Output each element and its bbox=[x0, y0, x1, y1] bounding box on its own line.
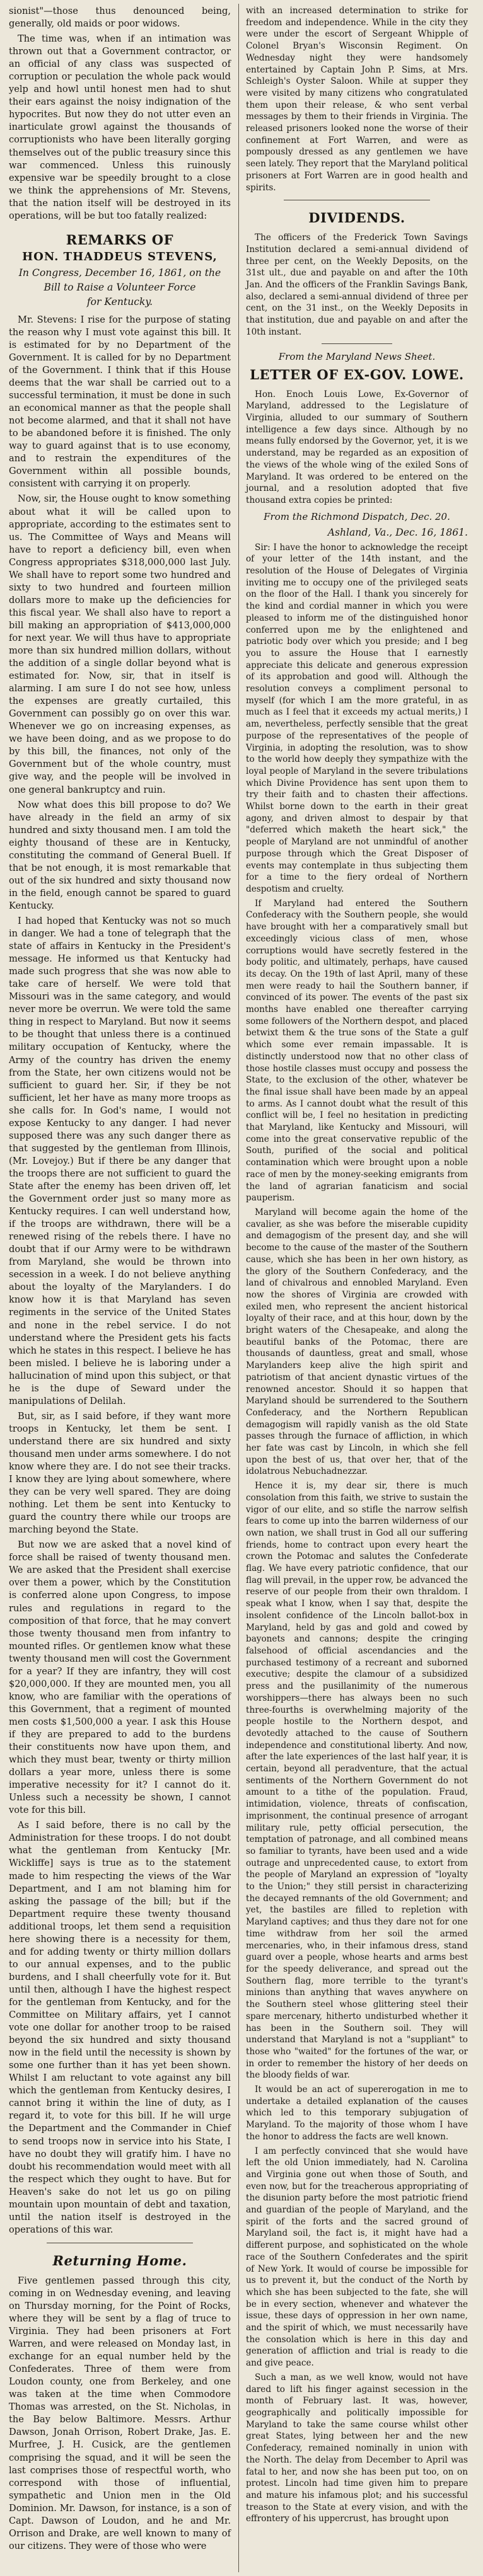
letter-source-line: From the Maryland News Sheet. bbox=[278, 350, 436, 362]
letter-title: LETTER OF EX-GOV. LOWE. bbox=[250, 366, 464, 382]
paragraph: I am perfectly convinced that she would have left the old Union immediately, had N. Carolina and Virginia gone out when those of South, and even now, but for the treacherous appropriating of the disunion party before the most patriotic friend and guardian of the people of Maryland, and the spirit of the forts and the sacred ground of Maryland soil, the fact is, it might have had a different purpose, and sophisticated on the whole race of the Southern Confederates and the spirit of New York. It would of course be impossible for us to prevent it, but the conduct of the North by which she has been subjected to the fate, she will be in every section, whenever and whatever the issue, these days of oppression in her own name, and the spirit of which, we must necessarily have the consolation which is here in this day and generation of affliction and trial is ready to die and give peace. bbox=[246, 2146, 468, 2369]
paragraph: But now we are asked that a novel kind of force shall be raised of twenty thousand men. We are asked that the President shall exercise over them a power, which by the Constitution is conferred alone upon Congress, to impose rules and regulations in regard to the composition of that force, that he may convert those twenty thousand men from infantry to mounted rifles. Or gentlemen know what these twenty thousand men will cost the Government for a year? If they are infantry, they will cost $20,000,000. If they are mounted men, you all know, who are familiar with the operations of this Government, that a regiment of mounted men costs $1,500,000 a year. I ask this House if they are prepared to add to the burdens their constituents now have upon them, and which they must bear, twenty or thirty million dollars a year more, unless there is some imperative necessity for it? I cannot do it. Unless such a necessity be shown, I cannot vote for this bill. bbox=[9, 1539, 231, 1816]
paragraph: The time was, when if an intimation was thrown out that a Government contractor, or an official of any class was suspected of corruption or peculation the whole pack would yelp and howl until honest men had to shut their ears against the noisy indignation of the hypocrites. But now they do not utter even an inarticulate growl against the thousands of corruptionists who have been literally gorging themselves out of the public treasury since this war commenced. Unless this ruinously expensive war be speedily brought to a close we think the apprehensions of Mr. Stevens, that the nation itself will be destroyed in its operations, will be but too fatally realized: bbox=[9, 33, 231, 221]
left-column bbox=[9, 5, 231, 2555]
remarks-subtitle-line: for Kentucky. bbox=[86, 296, 153, 308]
paragraph: sionist"—those thus denounced being, generally, old maids or poor widows. bbox=[9, 6, 231, 30]
paragraph: Five gentlemen passed through this city, coming in on Wednesday evening, and leaving on Thursday morning, for the Point of Rocks, where they will be sent by a flag of truce to Virginia. They had been prisoners at Fort Warren, and were released on Monday last, in exchange for an equal number held by the Confederates. Three of them were from Loudon county, one from Berkeley, and one was taken at the time when Commodore Thomas was arrested, on the St. Nicholas, in the Bay below Baltimore. Messrs. Arthur Dawson, Jonah Orrison, Robert Drake, Jas. E. Murfree, J. H. Cusick, are the gentlemen comprising the squad, and it will be seen the last comprises those of respectful worth, who correspond with those of influential, sympathetic and Union men in the Old Dominion. Mr. Dawson, for instance, is a son of Capt. Dawson of Loudon, and he and Mr. Orrison and Drake, are well known to many of our citizens. They were of those who were bbox=[9, 2275, 231, 2551]
paragraph: The officers of the Frederick Town Savings Institution declared a semi-annual dividend of three per cent, on the Weekly Deposits, on the 31st ult., due and payable on and after the 10th Jan. And the officers of the Franklin Savings Bank, also, declared a semi-annual dividend of three per cent, on the 31 inst., on the Weekly Deposits in that institution, due and payable on and after the 10th instant. bbox=[246, 233, 468, 337]
continued-section bbox=[246, 5, 468, 193]
paragraph: with an increased determination to strike for freedom and independence. While in the city they were under the escort of Sergeant Whipple of Colonel Bryan's Wisconsin Regiment. On Wednesday night they were handsomely entertained by Captain John P. Sims, at Mrs. Schleigh's Oyster Saloon. While at supper they were visited by many citizens who congratulated them upon their release, & who sent verbal messages by them to their friends in Virginia. The released prisoners looked none the worse of their confinement at Fort Warren, and were as pompously dressed as any gentlemen we have seen lately. They report that the Maryland political prisoners at Fort Warren are in good health and spirits. bbox=[246, 6, 468, 193]
paragraph: Maryland will become again the home of the cavalier, as she was before the miserable cupidity and demagogism of the present day, and she will become to the cause of the master of the Southern cause, which she has been in her own history, as the glory of the Southern Confederacy, and the land of chivalrous and ennobled Maryland. Even now the shores of Virginia are crowded with exiled men, who represent the ancient historical loyalty of their race, and at this hour, down by the bright waters of the Chesapeake, and along the beautiful banks of the Potomac, there are thousands of dauntless, great and small, whose Marylanders keep alive the high spirit and patriotism of that ancient dynastic virtues of the renowned ancestor. Should it so happen that Maryland should be surrendered to the Southern Confederacy, and the Northern Republican demagogism will rapidly vanish as the old State passes through the furnace of affliction, in which her fate was cast by Lincoln, in which she fell upon the best of us, that over her, that of the idolatrous Nebuchadnezzar. bbox=[246, 1207, 468, 1477]
remarks-speaker-name: HON. THADDEUS STEVENS, bbox=[22, 250, 218, 263]
remarks-subtitle-line: Bill to Raise a Volunteer Force bbox=[44, 281, 196, 293]
paragraph: Hence it is, my dear sir, there is much consolation from this faith, we strive to sustain the vigor of our elite, and so stifle the narrow selfish fears to come up into the barren wilderness of our own nation, we shall trust in God all our suffering friends, home to contract upon every heart the crown the Potomac and salutes the Confederate flag. We have every patriotic confidence, that our flag will prevail, in the upper row, be advanced the reserve of our people from their own thraldom. I speak what I know, when I say that, despite the insolent confidence of the Lincoln ballot-box in Maryland, held by gas and gold and cowed by bayonets and cannons; despite the cringing falsehood of official ascendancies and the purchased testimony of a recreant and suborned executive; despite the clamour of a subsidized press and the pusillanimity of the numerous worshippers—there has always been no such three-fourths is overwhelming majority of the people hostile to the Northern despot, and devotedly attached to the cause of Southern independence and constitutional liberty. And now, after the late experiences of the last half year, it is certain, beyond all peradventure, that the actual sentiments of the Northern Government do not amount to a tithe of the population. Fraud, intimidation, violence, threats of confiscation, imprisonment, the continual presence of arrogant military rule, petty official persecution, the temptation of patronage, and all combined means so familiar to tyrants, have been used and a wide outrage and unprecedented cause, to extort from the people of Maryland an expression of "loyalty to the Union;" they still persist in characterizing the decayed remnants of the old Government; and yet, the bastiles are filled to repletion with Maryland captives; and thus they dare not for one time withdraw from her soil the armed mercenaries, who, in their infamous dress, stand guard over a people, whose hearts and arms best for the speedy deliverance, and spread out the Southern flag, more terrible to the tyrant's minions than anything that waves anywhere on the Southern steel whose glittering steel their spare mercenary, hitherto undisturbed whether it has been in the Southern soil. They will understand that Maryland is not a "suppliant" to those who "waited" for the fortunes of the war, or in order to remember the history of her deeds on the bloody fields of war. bbox=[246, 1481, 468, 2081]
paragraph: But, sir, as I said before, if they want more troops in Kentucky, let them be sent. I understand there are six hundred and sixty thousand men under arms somewhere. I do not know where they are. I do not see their tracks. I know they are lying about somewhere, where they can be very well spared. They are doing nothing. Let them be sent into Kentucky to guard the country there while our troops are marching beyond the State. bbox=[9, 1410, 231, 1536]
paragraph: Now, sir, the House ought to know something about what it will be called upon to appropriate, according to the estimates sent to us. The Committee of Ways and Means will have to report a deficiency bill, even when Congress appropriates $318,000,000 last July. We shall have to report some two hundred and sixty to two hundred and fourteen million dollars more to make up the deficiencies for this fiscal year. We shall also have to report a bill making an appropriation of $413,000,000 for next year. We will thus have to appropriate more than six hundred million dollars, without the addition of a single dollar beyond what is estimated for. Now, sir, that in itself is alarming. I am sure I do not see how, unless the expenses are greatly curtailed, this Government can possibly go on over this war. Whenever we go on increasing expenses, as we have been doing, and as we propose to do by this bill, the finances, not only of the Government but of the whole country, must give way, and the people will be involved in one general bankruptcy and ruin. bbox=[9, 493, 231, 795]
remarks-headline bbox=[9, 231, 231, 309]
remarks-title: REMARKS OF bbox=[66, 231, 174, 248]
remarks-subtitle-line: In Congress, December 16, 1861, on the bbox=[18, 267, 221, 279]
returning-home-title: Returning Home. bbox=[52, 2252, 187, 2268]
letter-dateline: Ashland, Va., Dec. 16, 1861. bbox=[327, 526, 468, 538]
paragraph: Mr. Stevens: I rise for the purpose of stating the reason why I must vote against this bill. It is estimated for by no Department of the Government. It is called for by no Department of the Government. I think that if this House deems that the war shall be carried out to a successful termination, it must be done in such an economical manner as that the people shall not become alarmed, and that it shall not have to be abandoned before it is finished. The only way to guard against that is to use economy, and to restrain the expenditures of the Government within all possible bounds, consistent with carrying it on properly. bbox=[9, 314, 231, 490]
right-column bbox=[246, 5, 468, 2527]
paragraph: As I said before, there is no call by the Administration for these troops. I do not doubt what the gentleman from Kentucky [Mr. Wickliffe] says is true as to the statement made to him respecting the views of the War Department, and I am not blaming him for asking the passage of the bill; but if the Department require these twenty thousand additional troops, let them send a requisition here showing there is a necessity for them, and for adding twenty or thirty million dollars to our annual expenses, and to the public burdens, and I shall cheerfully vote for it. But until then, although I have the highest respect for the gentleman from Kentucky, and for the Committee on Military affairs, yet I cannot vote one dollar for another troop to be raised beyond the six hundred and sixty thousand now in the field until the necessity is shown by some one further than it has yet been shown. Whilst I am reluctant to vote against any bill which the gentleman from Kentucky desires, I cannot bring it within the line of duty, as I regard it, to vote for this bill. If he will urge the Department and the Commander in Chief to send troops now in service into his State, I have no doubt they will gratify him. I have no doubt his recommendation would meet with all the respect which they ought to have. But for Heaven's sake do not let us go on piling mountain upon mountain of debt and taxation, until the nation itself is destroyed in the operations of this war. bbox=[9, 1820, 231, 2235]
letter-intro-section bbox=[246, 389, 468, 507]
letter-dispatch-source: From the Richmond Dispatch, Dec. 20. bbox=[264, 510, 450, 522]
paragraph: Hon. Enoch Louis Lowe, Ex-Governor of Maryland, addressed to the Legislature of Virginia, alluded to our summary of Southern intelligence a few days since. Although by no means fully endorsed by the Governor, yet, it is we understand, may be regarded as an exposition of the views of the whole wing of the exiled Sons of Maryland. It was ordered to be entered on the journal, and a resolution adopted that five thousand extra copies be printed: bbox=[246, 389, 468, 505]
paragraph: Sir: I have the honor to acknowledge the receipt of your letter of the 14th instant, and the resolution of the House of Delegates of Virginia inviting me to occupy one of the privileged seats on the floor of the Hall. I thank you sincerely for the kind and cordial manner in which you were pleased to inform me of the distinguished honor conferred upon me by the enlightened and patriotic body over which you preside; and I beg you to assure the House that I earnestly appreciate this delicate and generous expression of its approbation and good will. Although the resolution conveys a compliment personal to myself (for which I am the more grateful, in as much as I feel that it exceeds my actual merits,) I am, nevertheless, perfectly sensible that the great purpose of the representatives of the people of Virginia, in adopting the resolution, was to show to the world how deeply they sympathize with the loyal people of Maryland in the severe tribulations which Divine Providence has sent upon them to try their faith and to chasten their affections. Whilst borne down to the earth in their great agony, and driven almost to despair by that "deferred which maketh the heart sick," the people of Maryland are not unmindful of another purpose through which the Great Disposer of events may contemplate in thus subjecting them for a time to the fiery ordeal of Northern despotism and cruelty. bbox=[246, 542, 468, 894]
letter-body-section bbox=[246, 542, 468, 2525]
paragraph: Now what does this bill propose to do? We have already in the field an army of six hundred and sixty thousand men. I am told the eighty thousand of these are in Kentucky, constituting the command of General Buell. If that be not enough, it is most remarkable that out of the six hundred and sixty thousand now in the field, enough cannot be spared to guard Kentucky. bbox=[9, 799, 231, 911]
dividends-headline bbox=[246, 209, 468, 227]
paragraph: It would be an act of supererogation in me to undertake a detailed explanation of the causes which led to this temporary subjugation of Maryland. To the majority of those whom I have the honor to address the facts are well known. bbox=[246, 2084, 468, 2142]
paragraph: Such a man, as we well know, would not have dared to lift his finger against secession in the month of February last. It was, however, geographically and politically impossible for Maryland to take the same course whilst other great States, lying between her and the new Confederacy, remained nominally in union with the North. The delay from December to April was fatal to her, and now she has been put too, on on protest. Lincoln had time given him to prepare and mature his infamous plot; and his successful treason to the State at every vision, and with the effrontery of his uppercrust, has brought upon bbox=[246, 2372, 468, 2524]
column-rule bbox=[238, 4, 239, 2572]
section-divider bbox=[322, 343, 392, 344]
letter-headline bbox=[246, 366, 468, 384]
paragraph: If Maryland had entered the Southern Confederacy with the Southern people, she would have brought with her a comparatively small but exceedingly vicious class of men, whose corruptions would have secretly festered in the body politic, and ultimately, perhaps, have caused its decay. On the 19th of last April, many of these men were ready to hail the Southern banner, if convinced of its power. The events of the past six months have enabled one thereafter carrying some followers of the Northern despot, and placed betwixt them & the true sons of the State a gulf which some ever remain impassable. It is distinctly understood now that no other class of those hostile classes must occupy and possess the State, to the exclusion of the other, whatever be the final issue shall have been made by an appeal to arms. As I cannot doubt what the result of this conflict will be, I feel no hesitation in predicting that Maryland, like Kentucky and Missouri, will come into the great conservative republic of the South, purified of the social and political contamination which were brought upon a noble race of men by the money-seeking emigrants from the land of agrarian fanaticism and social pauperism. bbox=[246, 898, 468, 1204]
intro-section bbox=[9, 5, 231, 222]
returning-home-section bbox=[9, 2275, 231, 2553]
speech-section bbox=[9, 314, 231, 2236]
returning-home-headline bbox=[9, 2252, 231, 2270]
dividends-section bbox=[246, 232, 468, 338]
dividends-title: DIVIDENDS. bbox=[308, 210, 405, 226]
paragraph: I had hoped that Kentucky was not so much in danger. We had a tone of telegraph that the state of affairs in Kentucky in the President's message. He informed us that Kentucky had made such progress that she was now able to take care of herself. We were told that Missouri was in the same category, and would never more be overrun. We were told the same thing in respect to Maryland. But now it seems to be thought that unless there is a continued military occupation of Kentucky, where the Army of the country has driven the enemy from the State, her own citizens would not be sufficient to guard her. Sir, if they be not sufficient, let her have as many more troops as she calls for. In God's name, I would not expose Kentucky to any danger. I had never supposed there was any such danger there as that suggested by the gentleman from Illinois, (Mr. Lovejoy.) But if there be any danger that the troops there are not sufficient to guard the State after the enemy has been driven off, let the Government order just so many more as Kentucky requires. I can well understand how, if the troops are withdrawn, there will be a renewed rising of the rebels there. I have no doubt that if our Army were to be withdrawn from Maryland, she would be thrown into secession in a week. I do not believe anything about the loyalty of the Marylanders. I do know how it is that Maryland has seven regiments in the service of the United States and none in the rebel service. I do not understand where the President gets his facts which he states in this respect. I believe he has been misled. I believe he is laboring under a hallucination of mind upon this subject, or that he is the dupe of Seward under the manipulations of Delilah. bbox=[9, 916, 231, 1406]
